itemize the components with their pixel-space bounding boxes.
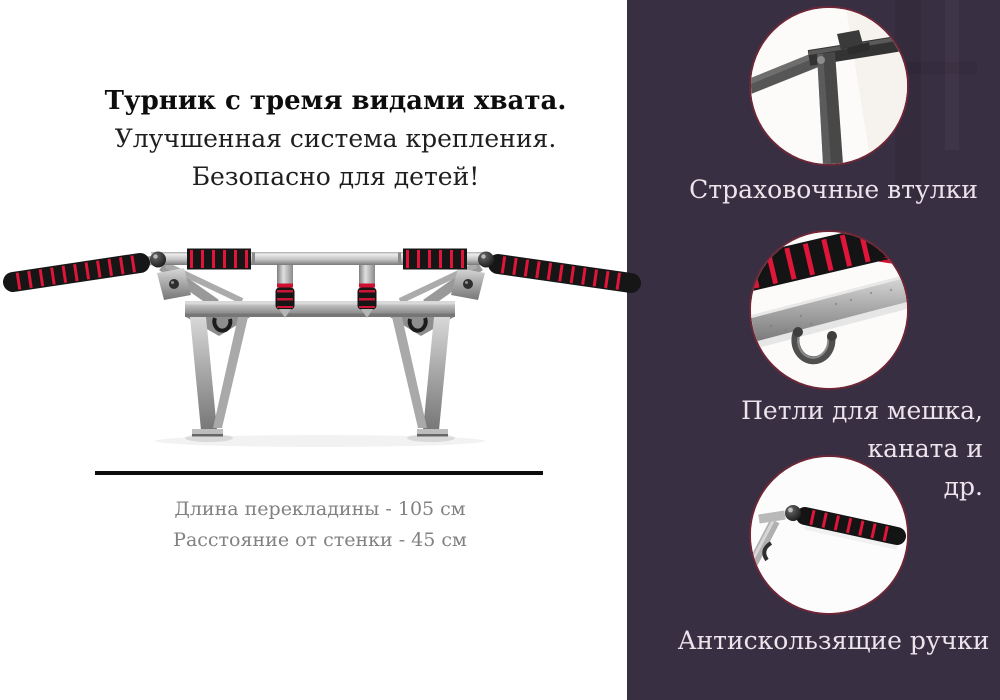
pullup-bar-illustration	[0, 238, 650, 453]
divider-line	[95, 471, 543, 475]
feature-photo-antislip-grips	[749, 455, 909, 615]
product-title: Турник с тремя видами хвата.	[104, 86, 567, 116]
features-pane	[627, 0, 1000, 700]
product-photo	[0, 238, 650, 453]
safety-bushing-closeup-illustration	[751, 8, 907, 164]
feature-caption-loops-line2: др.	[943, 472, 983, 501]
panel-ghost-image	[945, 0, 959, 150]
grip-closeup-illustration	[751, 457, 907, 613]
headline-subtitle-2: Безопасно для детей!	[191, 162, 480, 191]
headline-block	[44, 82, 627, 196]
spec-wall-distance: Расстояние от стенки - 45 см	[173, 529, 467, 551]
feature-caption-loops-line1: Петли для мешка, каната и	[741, 396, 983, 463]
frame-legs	[190, 317, 450, 437]
feature-photo-safety-bushings	[749, 6, 909, 166]
loop-closeup-illustration	[751, 232, 907, 388]
headline-subtitle-1: Улучшенная система крепления.	[114, 124, 557, 153]
frame-braces	[162, 265, 480, 304]
feature-photo-loops	[749, 230, 909, 390]
specs-block	[95, 494, 545, 556]
feature-caption-antislip-grips: Антискользящие ручки	[677, 626, 990, 655]
spec-bar-length: Длина перекладины - 105 см	[174, 498, 466, 520]
feature-caption-safety-bushings: Страховочные втулки	[689, 175, 978, 204]
